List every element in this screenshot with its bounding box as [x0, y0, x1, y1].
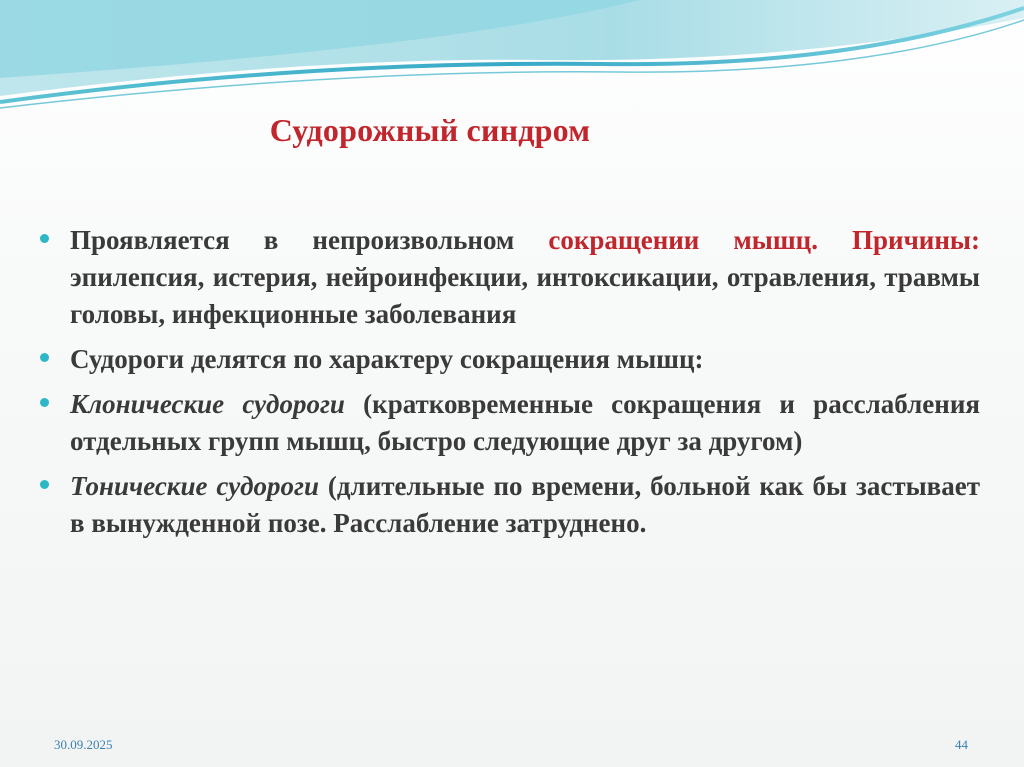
bullet-text-highlight: сокращении мышц. Причины:: [548, 225, 980, 255]
bullet-text-segment: эпилепсия, истерия, нейроинфекции, интоксикации, отравления, травмы головы, инфекционные заболевания: [70, 261, 980, 329]
bullet-dot-icon: [40, 480, 49, 489]
bullet-term-italic: Клонические судороги: [70, 388, 345, 419]
bullet-item-causes: [38, 222, 980, 333]
bullet-dot-icon: [40, 234, 49, 243]
bullet-item-classification: [38, 341, 980, 378]
bullet-term-italic: Тонические судороги: [70, 470, 319, 501]
bullet-item-clonic: [38, 386, 980, 460]
footer-page-number: 44: [955, 737, 968, 752]
bullet-text-segment: (длительные по времени, больной как бы застывает в вынужденной позе. Расслабление затруднено.: [70, 470, 980, 538]
bullet-text-segment: Судороги делятся по характеру сокращения мышц:: [70, 343, 704, 374]
decorative-wave-header: [0, 0, 1024, 120]
bullet-dot-icon: [40, 398, 49, 407]
bullet-dot-icon: [40, 353, 49, 362]
bullet-text-segment: Проявляется в непроизвольном: [70, 225, 549, 255]
bullet-list: [38, 222, 980, 550]
slide-title: Судорожный синдром: [269, 112, 591, 148]
bullet-text-segment: (кратковременные сокращения и расслабления отдельных групп мышц, быстро следующие друг за другом): [70, 388, 980, 456]
bullet-item-tonic: [38, 468, 980, 542]
footer-date: 30.09.2025: [54, 737, 113, 752]
